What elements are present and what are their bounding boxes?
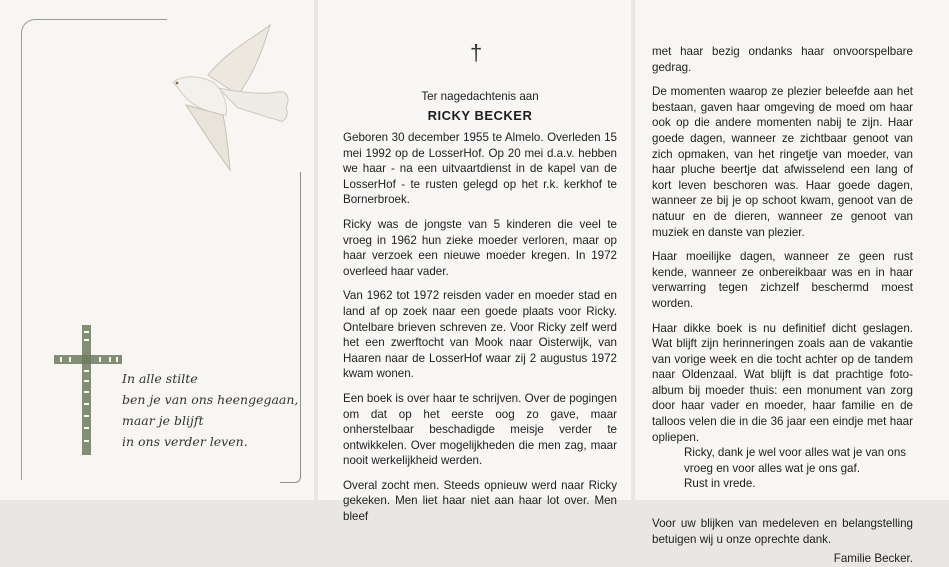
farewell-line: vroeg en voor alles wat je ons gaf. [684,461,860,475]
dove-icon [168,20,298,175]
mosaic-cross-icon [54,325,124,455]
memorial-poem [122,368,298,452]
paragraph: Overal zocht men. Steeds opnieuw werd naar Ricky gekeken. Men liet haar niet aan haar lot over. Men bleef [343,478,617,524]
paragraph: De momenten waarop ze plezier beleefde aan het bestaan, gaven haar omgeving de moed om haar ook op die andere momenten nabij te zijn. Haar goede dagen, wanneer ze zichtbaar genoot van zich opmaken, van het ringetje van moeder, van haar pluche beertje dat afwisselend een lang of kort leven beschoren was. Haar goede dagen, wanneer ze bij je op schoot kwam, genoot van de natuur en de dieren, wanneer ze genoot van muziek en danste van plezier. [652,85,913,239]
poem-line: ben je van ons heengegaan, [122,392,299,407]
frame-border [21,19,167,60]
intro-text: Ter nagedachtenis aan [421,90,539,103]
farewell-line: Ricky, dank je wel voor alles wat je van ons [684,446,907,460]
frame-border [280,462,301,483]
cross-icon: † [470,40,483,65]
poem-line: In alle stilte [122,371,198,386]
frame-border [21,40,22,480]
front-panel [0,0,314,500]
biography-continued [652,44,913,567]
signature: Familie Becker. [833,552,913,566]
frame-border [300,172,301,472]
deceased-name: RICKY BECKER [427,108,533,123]
paragraph: Haar moeilijke dagen, wanneer ze geen rust kende, wanneer ze onbereikbaar was en in haar verwarring tegen zichzelf beschermd moest worden. [652,250,913,310]
poem-line: in ons verder leven. [122,434,248,449]
paragraph: Geboren 30 december 1955 te Almelo. Overleden 15 mei 1992 op de LosserHof. Op 20 mei d.a.v. hebben we haar - na een uitvaartdienst in de kapel van de LosserHof - te rusten gelegd op het r.k. kerkhof te Bornerbroek. [343,131,617,207]
farewell-line: Rust in vrede. [684,477,756,491]
thanks-text: Voor uw blijken van medeleven en belangstelling betuigen wij u onze oprechte dank. [652,517,913,546]
paragraph: Van 1962 tot 1972 reisden vader en moeder stad en land af op zoek naar een goede plaats voor Ricky. Ontelbare brieven schreven ze. Voor Ricky zelf werd het een zwerftocht van Mook naar Oisterwijk, van Haaren naar de LosserHof waar zij 2 augustus 1972 kwam wonen. [343,289,617,381]
poem-line: maar je blijft [122,413,204,428]
paragraph: Een boek is over haar te schrijven. Over de pogingen om dat op het eerste oog zo gave, maar onherstelbaar beschadigde meisje verder te ontwikkelen. Over mogelijkheden die men zag, maar nooit werkelijkheid werden. [343,391,617,468]
biography [343,130,617,534]
paragraph: Haar dikke boek is nu definitief dicht geslagen. Wat blijft zijn herinneringen zoals aan de vakantie van vorige week en die tocht achter op de tandem naar Oldenzaal. Wat blijft is dat prachtige foto-album bij moeder thuis: een monument van zorg door haar vader en moeder, haar familie en de talloos velen die in die 36 jaar een eindje met haar opliepen. [652,321,913,444]
paragraph: Ricky was de jongste van 5 kinderen die veel te vroeg in 1962 hun zieke moeder verloren, maar op haar verzoek een nieuwe moeder kregen. In 1972 overleed haar vader. [343,217,617,278]
paragraph: met haar bezig ondanks haar onvoorspelbare gedrag. [652,45,913,74]
